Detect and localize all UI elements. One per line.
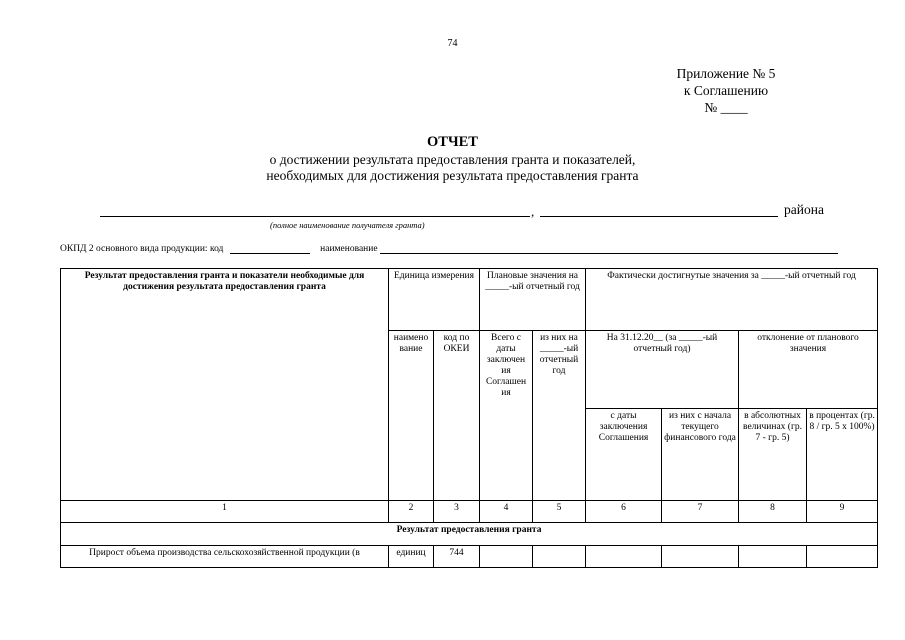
okpd-name-field[interactable] — [380, 244, 838, 254]
row-plan-year-cell[interactable] — [533, 546, 586, 568]
okpd-code-label: ОКПД 2 основного вида продукции: код — [60, 244, 224, 254]
header-plan-of-which: из них на _____-ый отчетный год — [533, 331, 586, 501]
row-fact-year-cell[interactable] — [662, 546, 739, 568]
col-number: 6 — [586, 501, 662, 523]
appendix-block — [640, 65, 812, 116]
section-title: Результат предоставления гранта — [61, 523, 878, 546]
report-subtitle — [0, 152, 905, 184]
okpd-name-label: наименование — [320, 244, 378, 254]
row-indicator-name: Прирост объема производства сельскохозяйственной продукции (в — [61, 546, 389, 568]
okpd-row — [60, 244, 838, 254]
header-unit-name: наимено вание — [389, 331, 434, 501]
header-fact-on-date: На 31.12.20__ (за _____-ый отчетный год) — [586, 331, 739, 409]
header-deviation-pct: в процентах (гр. 8 / гр. 5 x 100%) — [807, 409, 878, 501]
col-number: 9 — [807, 501, 878, 523]
row-plan-total-cell[interactable] — [480, 546, 533, 568]
row-deviation-abs-cell[interactable] — [739, 546, 807, 568]
table-row — [61, 546, 878, 568]
row-unit-name: единиц — [389, 546, 434, 568]
header-plan: Плановые значения на _____-ый отчетный год — [480, 269, 586, 331]
appendix-line-2: к Соглашению — [683, 83, 769, 98]
report-table — [60, 268, 878, 568]
district-name-line[interactable] — [540, 216, 778, 217]
row-fact-since-cell[interactable] — [586, 546, 662, 568]
appendix-line-1: Приложение № 5 — [676, 66, 776, 81]
header-deviation: отклонение от планового значения — [739, 331, 878, 409]
okpd-code-field[interactable] — [230, 244, 310, 254]
header-fact-of-which: из них с начала текущего финансового года — [662, 409, 739, 501]
report-title: ОТЧЕТ — [427, 134, 478, 150]
col-number: 8 — [739, 501, 807, 523]
header-plan-total: Всего с даты заключен ия Соглашен ия — [480, 331, 533, 501]
col-number: 4 — [480, 501, 533, 523]
subtitle-line-2: необходимых для достижения результата предоставления гранта — [266, 168, 639, 183]
recipient-name-line[interactable] — [100, 216, 530, 217]
header-fact-since: с даты заключения Соглашения — [586, 409, 662, 501]
row-deviation-pct-cell[interactable] — [807, 546, 878, 568]
recipient-hint: (полное наименование получателя гранта) — [270, 220, 425, 230]
col-number: 2 — [389, 501, 434, 523]
header-deviation-abs: в абсолютных величинах (гр. 7 - гр. 5) — [739, 409, 807, 501]
col-number: 1 — [61, 501, 389, 523]
recipient-comma: , — [531, 204, 535, 219]
header-unit: Единица измерения — [389, 269, 480, 331]
appendix-line-3: № ____ — [704, 100, 748, 115]
col-number: 3 — [434, 501, 480, 523]
col-number: 5 — [533, 501, 586, 523]
row-okei-code: 744 — [434, 546, 480, 568]
page-number: 74 — [447, 38, 458, 49]
subtitle-line-1: о достижении результата предоставления гранта и показателей, — [269, 152, 636, 167]
header-unit-okei: код по ОКЕИ — [434, 331, 480, 501]
header-fact: Фактически достигнутые значения за _____-ый отчетный год — [586, 269, 878, 331]
header-result-indicators: Результат предоставления гранта и показатели необходимые для достижения результата предоставления гранта — [61, 269, 389, 501]
district-label: района — [784, 202, 824, 217]
col-number: 7 — [662, 501, 739, 523]
